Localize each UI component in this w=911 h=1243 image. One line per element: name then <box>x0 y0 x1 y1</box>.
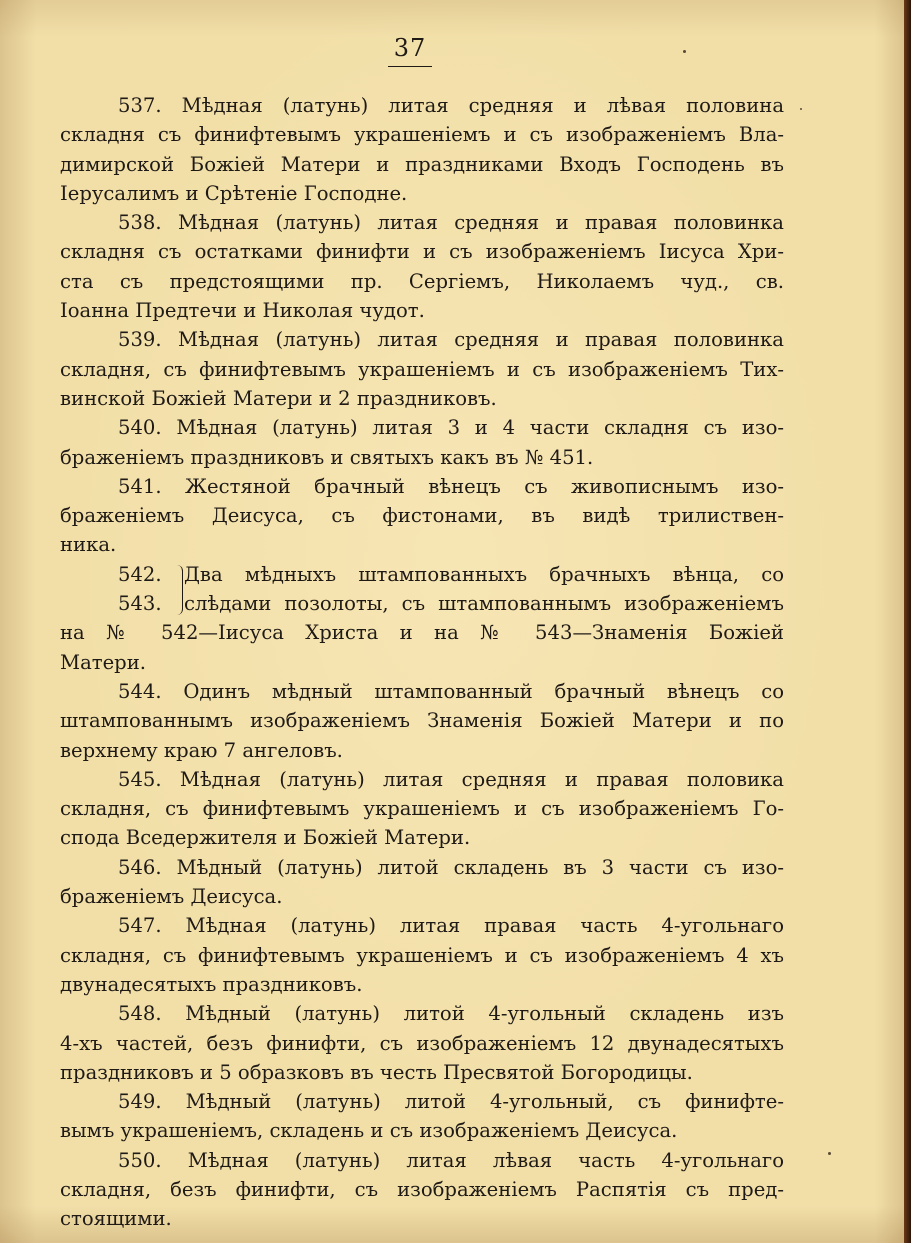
entry-537 <box>60 91 784 208</box>
text-line: складня съ финифтевымъ украшенiемъ и съ изображенiемъ Вла- <box>60 123 784 147</box>
entry-547 <box>60 911 784 999</box>
text-line: Два мѣдныхъ штампованныхъ брачныхъ вѣнца, со <box>184 562 784 586</box>
paper-speck <box>828 1152 831 1155</box>
page-number <box>0 34 820 67</box>
text-line: 544. Одинъ мѣдный штампованный брачный вѣнецъ со <box>118 679 784 703</box>
text-line: 550. Мѣдная (латунь) литая лѣвая часть 4-угольнаго <box>118 1148 784 1172</box>
page-number-text: 37 <box>388 34 433 67</box>
entry-548 <box>60 999 784 1087</box>
bracket-line <box>60 560 784 589</box>
text-line: складня, съ финифтевымъ украшенiемъ и съ изображенiемъ Тих- <box>60 357 784 381</box>
text-line: браженiемъ Деисуса. <box>60 885 283 909</box>
text-line: браженiемъ Деисуса, съ фистонами, въ видѣ трилиствен- <box>60 504 784 528</box>
entry-541 <box>60 472 784 560</box>
text-line: 548. Мѣдный (латунь) литой 4-угольный складень изъ <box>118 1002 784 1026</box>
text-line: 4-хъ частей, безъ финифти, съ изображенiемъ 12 двунадесятыхъ <box>60 1031 784 1055</box>
text-line: стоящими. <box>60 1207 172 1231</box>
text-line: складня съ остатками финифти и съ изображенiемъ Iисуса Хри- <box>60 240 784 264</box>
text-line: вымъ украшенiемъ, складень и съ изображенiемъ Деисуса. <box>60 1119 678 1143</box>
entry-number: 543. <box>118 592 162 616</box>
bracket-line <box>60 589 784 618</box>
text-line: 538. Мѣдная (латунь) литая средняя и правая половинка <box>118 211 784 235</box>
text-line: ста съ предстоящими пр. Сергiемъ, Николаемъ чуд., св. <box>60 269 784 293</box>
entry-549 <box>60 1087 784 1146</box>
text-line: двунадесятыхъ праздниковъ. <box>60 972 363 996</box>
text-line: праздниковъ и 5 образковъ въ честь Пресвятой Богородицы. <box>60 1060 693 1084</box>
text-line: Iоанна Предтечи и Николая чудот. <box>60 299 425 323</box>
text-line: 541. Жестяной брачный вѣнецъ съ живописнымъ изо- <box>118 474 784 498</box>
text-line: спода Вседержителя и Божiей Матери. <box>60 826 471 850</box>
entry-545 <box>60 765 784 853</box>
text-line: браженiемъ праздниковъ и святыхъ какъ въ № 451. <box>60 445 594 469</box>
text-line: ника. <box>60 533 117 557</box>
entry-546 <box>60 853 784 912</box>
text-line: штампованнымъ изображенiемъ Знаменiя Божiей Матери и по <box>60 709 784 733</box>
text-line: складня, безъ финифти, съ изображенiемъ Распятiя съ пред- <box>60 1177 784 1201</box>
paper-speck <box>800 108 802 110</box>
entry-number: 542. <box>118 562 162 586</box>
entry-550 <box>60 1146 784 1234</box>
binding-edge <box>904 0 911 1243</box>
text-line: 537. Мѣдная (латунь) литая средняя и лѣвая половина <box>118 94 784 117</box>
text-line: винской Божiей Матери и 2 праздниковъ. <box>60 386 497 410</box>
entry-544 <box>60 677 784 765</box>
entry-540 <box>60 413 784 472</box>
text-line: слѣдами позолоты, съ штампованнымъ изображенiемъ <box>184 592 784 616</box>
text-line: 549. Мѣдный (латунь) литой 4-угольный, съ финифте- <box>118 1090 784 1114</box>
text-line: складня, съ финифтевымъ украшенiемъ и съ изображенiемъ 4 хъ <box>60 943 784 967</box>
text-line: складня, съ финифтевымъ украшенiемъ и съ изображенiемъ Го- <box>60 797 784 821</box>
text-line: димирской Божiей Матери и праздниками Входъ Господень въ <box>60 152 784 176</box>
text-body <box>60 91 784 1234</box>
text-line: Матери. <box>60 650 147 674</box>
text-line: Iерусалимъ и Срѣтенiе Господне. <box>60 181 408 205</box>
text-line: 540. Мѣдная (латунь) литая 3 и 4 части складня съ изо- <box>118 416 784 440</box>
text-line: 539. Мѣдная (латунь) литая средняя и правая половинка <box>118 328 784 352</box>
entry-538 <box>60 208 784 325</box>
text-line: верхнему краю 7 ангеловъ. <box>60 738 343 762</box>
entry-542-543 <box>60 560 784 677</box>
paper-speck <box>683 50 686 53</box>
curly-brace <box>176 565 183 615</box>
text-line: 545. Мѣдная (латунь) литая средняя и правая половика <box>118 767 784 791</box>
text-line: 547. Мѣдная (латунь) литая правая часть 4-угольнаго <box>118 914 784 938</box>
text-line: на № 542—Iисуса Христа и на № 543—Знаменiя Божiей <box>60 621 784 645</box>
entry-539 <box>60 325 784 413</box>
text-line: 546. Мѣдный (латунь) литой складень въ 3 части съ изо- <box>118 855 784 879</box>
